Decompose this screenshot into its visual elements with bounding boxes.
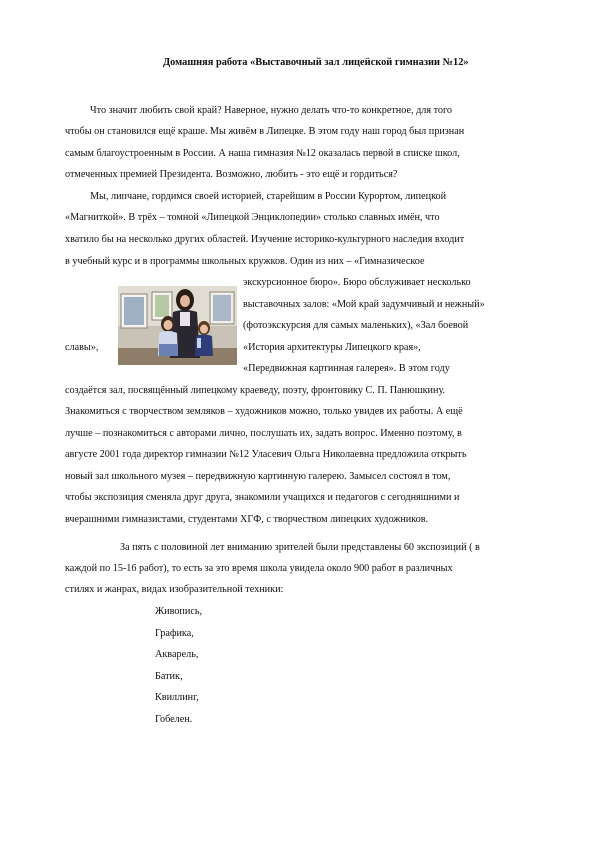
text-line: новый зал школьного музея – передвижную картинную галерею. Замысел состоял в том, — [65, 471, 451, 482]
text-line: хватило бы на несколько других областей. Изучение историко-культурного наследия входит — [65, 234, 465, 245]
text-line: чтобы он становился ещё краше. Мы живём в Липецке. В этом году наш город был признан — [65, 126, 465, 137]
text-line: «Магниткой». В трёх – томной «Липецкой Энциклопедии» столько славных имён, что — [65, 212, 440, 223]
text-line: самым благоустроенным в России. А наша гимназия №12 оказалась первой в списке школ, — [65, 148, 460, 159]
list-item: Живопись, — [155, 606, 203, 617]
list-item: Акварель, — [155, 649, 199, 660]
text-line: За пять с половиной лет вниманию зрителей были представлены 60 экспозиций ( в — [120, 542, 480, 553]
text-line: в учебный курс и в программы школьных кружков. Один из них – «Гимназическое — [65, 256, 425, 267]
text-line: вчерашними гимназистами, студентами ХГФ, с творчеством липецких художников. — [65, 514, 429, 525]
list-item: Гобелен. — [155, 714, 193, 725]
photo-image — [118, 286, 237, 365]
text-line: создаётся зал, посвящённый липецкому краеведу, поэту, фронтовику С. П. Панюшкину. — [65, 385, 446, 396]
list-item: Квиллинг, — [155, 692, 199, 703]
text-line: «История архитектуры Липецкого края», — [243, 342, 421, 353]
text-line: Мы, липчане, гордимся своей историей, старейшим в России Курортом, липецкой — [90, 191, 447, 202]
text-line: славы», — [65, 342, 99, 353]
text-line: отмеченных премией Президента. Возможно, любить - это ещё и гордиться? — [65, 169, 398, 180]
text-line: Знакомиться с творчеством земляков – художников можно, только увидев их работы. А ещё — [65, 406, 463, 417]
list-item: Графика, — [155, 628, 194, 639]
text-line: «Передвижная картинная галерея». В этом году — [243, 363, 450, 374]
text-line: каждой по 15-16 работ), то есть за это время школа увидела около 900 работ в различных — [65, 563, 453, 574]
list-item: Батик, — [155, 671, 183, 682]
text-line: Что значит любить свой край? Наверное, нужно делать что-то конкретное, для того — [90, 105, 453, 116]
text-line: стилях и жанрах, видах изобразительной техники: — [65, 584, 284, 595]
text-line: (фотоэкскурсия для самых маленьких), «Зал боевой — [243, 320, 469, 331]
text-line: чтобы экспозиция сменяла друг друга, знакомили учащихся и педагогов с сегодняшними и — [65, 492, 460, 503]
text-line: лучше – познакомиться с авторами лично, послушать их, задать вопрос. Именно поэтому, в — [65, 428, 462, 439]
gallery-photo — [118, 286, 237, 365]
text-line: августе 2001 года директор гимназии №12 Уласевич Ольга Николаевна предложила открыть — [65, 449, 467, 460]
text-line: выставочных залов: «Мой край задумчивый и нежный» — [243, 299, 485, 310]
document-title: Домашняя работа «Выставочный зал лицейской гимназии №12» — [163, 57, 469, 68]
text-line: экскурсионное бюро». Бюро обслуживает несколько — [243, 277, 471, 288]
